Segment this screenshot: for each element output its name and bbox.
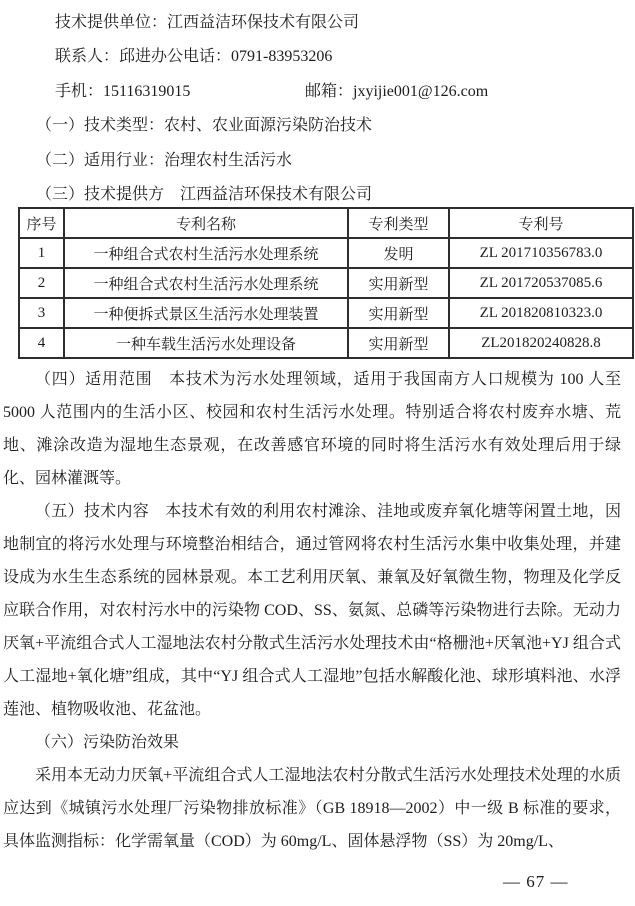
cell-patent-name: 一种便拆式景区生活污水处理装置 xyxy=(64,298,348,328)
cell-patent-name: 一种组合式农村生活污水处理系统 xyxy=(64,238,348,268)
mobile-value: 15116319015 xyxy=(103,82,191,100)
col-header-patent-number: 专利号 xyxy=(449,208,633,238)
office-phone-value: 0791-83953206 xyxy=(231,48,333,66)
cell-patent-name: 一种车载生活污水处理设备 xyxy=(64,328,348,358)
email-label: 邮箱： xyxy=(305,82,354,100)
table-row xyxy=(19,328,633,358)
cell-index: 3 xyxy=(19,298,64,328)
cell-patent-type: 实用新型 xyxy=(348,328,449,358)
mobile-label: 手机： xyxy=(55,82,104,100)
contact-value: 邱进 xyxy=(119,48,152,66)
provider-line xyxy=(0,6,635,40)
page-number: — 67 — xyxy=(503,872,569,891)
item-technology-type: （一）技术类型：农村、农业面源污染防治技术 xyxy=(36,117,373,135)
paragraph-pollution-control-heading: （六）污染防治效果 xyxy=(35,734,180,751)
cell-patent-type: 发明 xyxy=(348,238,449,268)
cell-patent-type: 实用新型 xyxy=(348,298,449,328)
document-body xyxy=(3,363,621,858)
paragraph-technical-content: （五）技术内容 本技术有效的利用农村滩涂、洼地或废弃氧化塘等闲置土地，因地制宜的将污水处理与环境整治相结合，通过管网将农村生活污水集中收集处理，并建设成为水生生态系统的园林景观。本工艺利用厌氧、兼氧及好氧微生物，物理及化学反应联合作用，对农村污水中的污染物 COD、SS、氨氮、总磷等污染物进行去除。无动力厌氧+平流组合式人工湿地法农村分散式生活污水处理技术由“格栅池+厌氧池+YJ 组合式人工湿地+氧化塘”组成，其中“YJ 组合式人工湿地”包括水解酸化池、球形填料池、水浮莲池、植物吸收池、花盆池。 xyxy=(3,503,621,718)
email-part xyxy=(305,75,488,109)
patent-table xyxy=(18,207,634,359)
contact-label: 联系人： xyxy=(55,48,120,66)
table-row xyxy=(19,298,633,328)
cell-patent-number: ZL 201710356783.0 xyxy=(449,238,633,268)
email-value: jxyijie001@126.com xyxy=(353,82,489,100)
table-header-row xyxy=(19,208,633,238)
contact-line xyxy=(0,40,635,74)
cell-index: 4 xyxy=(19,328,64,358)
mobile-email-line xyxy=(0,75,635,109)
col-header-index: 序号 xyxy=(19,208,64,238)
paragraph-effect: 采用本无动力厌氧+平流组合式人工湿地法农村分散式生活污水处理技术处理的水质应达到《城镇污水处理厂污染物排放标准》（GB 18918—2002）中一级 B 标准的要求，具体监测指标：化学需氧量（COD）为 60mg/L、固体悬浮物（SS）为 20mg/L、 xyxy=(3,767,621,850)
table-row xyxy=(19,238,633,268)
cell-index: 1 xyxy=(19,238,64,268)
provider-label: 技术提供单位： xyxy=(55,14,168,31)
cell-patent-number: ZL201820240828.8 xyxy=(449,328,633,358)
col-header-patent-type: 专利类型 xyxy=(348,208,449,238)
item-technology-provider: （三）技术提供方 江西益洁环保技术有限公司 xyxy=(36,186,373,204)
cell-patent-number: ZL 201720537085.6 xyxy=(449,268,633,298)
cell-patent-number: ZL 201820810323.0 xyxy=(449,298,633,328)
cell-patent-name: 一种组合式农村生活污水处理系统 xyxy=(64,268,348,298)
item-applicable-industry: （二）适用行业：治理农村生活污水 xyxy=(36,151,293,169)
office-phone-label: 办公电话： xyxy=(151,48,232,66)
cell-patent-type: 实用新型 xyxy=(348,268,449,298)
table-row xyxy=(19,268,633,298)
col-header-patent-name: 专利名称 xyxy=(64,208,348,238)
provider-value: 江西益洁环保技术有限公司 xyxy=(167,14,360,31)
cell-index: 2 xyxy=(19,268,64,298)
document-header xyxy=(0,6,635,212)
paragraph-scope: （四）适用范围 本技术为污水处理领域，适用于我国南方人口规模为 100 人至 5000 人范围内的生活小区、校园和农村生活污水处理。特别适合将农村废弃水塘、荒地、滩涂改造为湿地生态景观，在改善感官环境的同时将生活污水有效处理后用于绿化、园林灌溉等。 xyxy=(3,371,621,487)
